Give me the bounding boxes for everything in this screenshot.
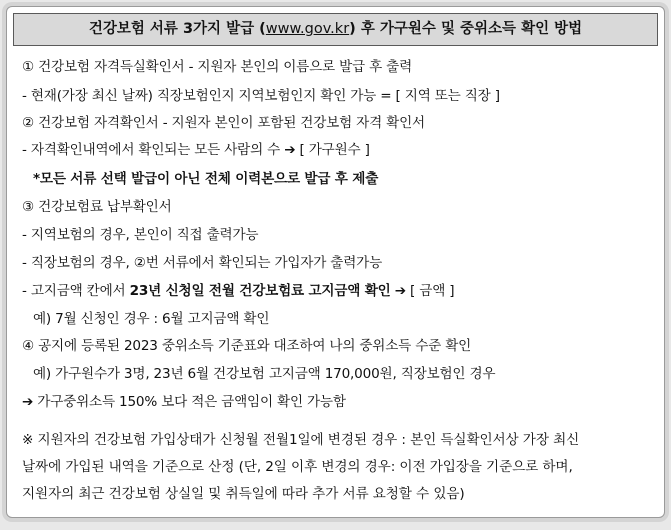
step2-heading: ② 건강보험 자격확인서 - 지원자 본인이 포함된 건강보험 자격 확인서 bbox=[22, 115, 425, 131]
note-line-1: ※ 지원자의 건강보험 가입상태가 신청월 전월1일에 변경된 경우 : 본인 득실확인서상 가장 최신 bbox=[22, 432, 580, 448]
step1-heading: ① 건강보험 자격득실확인서 - 지원자 본인의 이름으로 발급 후 출력 bbox=[22, 59, 413, 75]
step3-amount bbox=[22, 279, 454, 299]
step1-detail: - 현재(가장 최신 날짜) 직장보험인지 지역보험인지 확인 가능 = [ 지역 또는 직장 ] bbox=[22, 88, 500, 104]
step3-example: 예) 7월 신청인 경우 : 6월 고지금액 확인 bbox=[33, 311, 270, 327]
full-history-notice: *모든 서류 선택 발급이 아닌 전체 이력본으로 발급 후 제출 bbox=[33, 171, 379, 187]
note-line-2: 날짜에 가입된 내역을 기준으로 산정 (단, 2일 이후 변경의 경우: 이전 가입장을 기준으로 하며, bbox=[22, 459, 573, 475]
gov-url-link[interactable]: www.gov.kr bbox=[265, 21, 350, 37]
step3-regional: - 지역보험의 경우, 본인이 직접 출력가능 bbox=[22, 227, 259, 243]
step3-workplace: - 직장보험의 경우, ②번 서류에서 확인되는 가입자가 출력가능 bbox=[22, 255, 383, 271]
step3-heading: ③ 건강보험료 납부확인서 bbox=[22, 199, 172, 215]
step4-example: 예) 가구원수가 3명, 23년 6월 건강보험 고지금액 170,000원, 직장보험인 경우 bbox=[33, 366, 496, 382]
amount-post: ➔ [ 금액 ] bbox=[390, 283, 455, 299]
step4-heading: ④ 공지에 등록된 2023 중위소득 기준표와 대조하여 나의 중위소득 수준 확인 bbox=[22, 338, 472, 354]
step2-detail: - 자격확인내역에서 확인되는 모든 사람의 수 ➔ [ 가구원수 ] bbox=[22, 142, 370, 158]
amount-emphasis: 23년 신청일 전월 건강보험료 고지금액 확인 bbox=[129, 283, 391, 299]
step4-result: ➔ 가구중위소득 150% 보다 적은 금액임이 확인 가능함 bbox=[22, 394, 346, 410]
document-title bbox=[13, 13, 658, 46]
amount-pre: - 고지금액 칸에서 bbox=[22, 283, 130, 299]
title-suffix: ) 후 가구원수 및 중위소득 확인 방법 bbox=[349, 21, 583, 37]
title-prefix: 건강보험 서류 3가지 발급 ( bbox=[88, 21, 266, 37]
note-line-3: 지원자의 최근 건강보험 상실일 및 취득일에 따라 추가 서류 요청할 수 있음) bbox=[22, 486, 465, 502]
document-frame bbox=[6, 6, 665, 518]
